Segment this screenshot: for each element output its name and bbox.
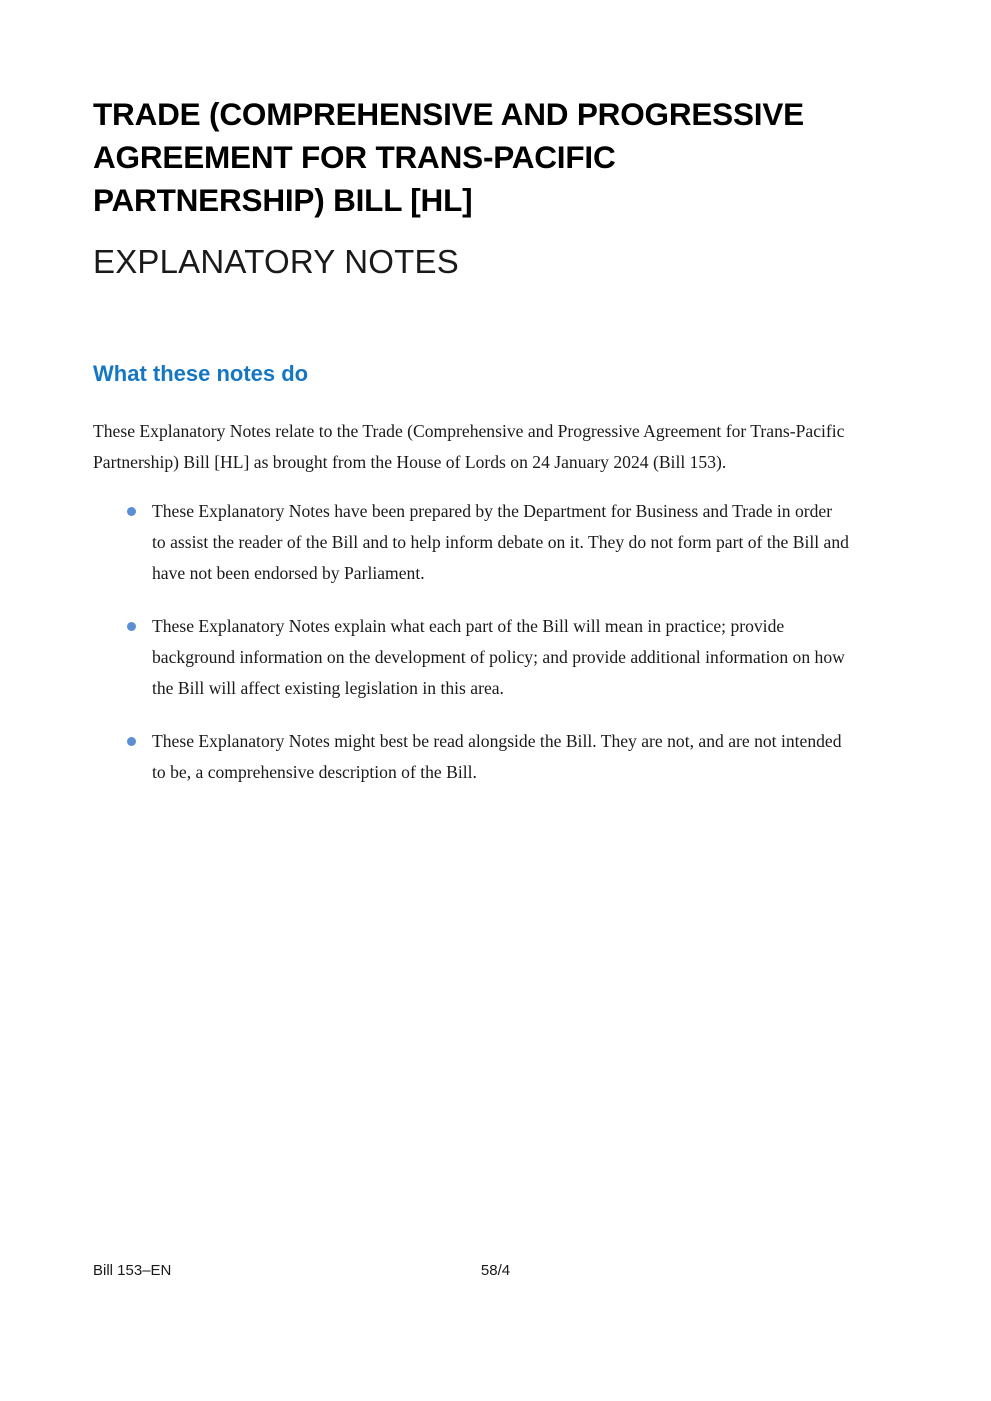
bullet-dot-icon bbox=[127, 507, 136, 516]
notes-bullet-list bbox=[93, 478, 850, 788]
footer-page-number: 58/4 bbox=[480, 1262, 511, 1279]
section-heading-what-these-notes-do: What these notes do bbox=[93, 361, 309, 386]
list-item bbox=[93, 496, 850, 589]
document-subtitle: EXPLANATORY NOTES bbox=[93, 243, 459, 280]
bullet-dot-icon bbox=[127, 737, 136, 746]
list-item-text: These Explanatory Notes might best be read alongside the Bill. They are not, and are not intended to be, a comprehensive description of the Bill. bbox=[152, 731, 842, 782]
footer-bill-reference: Bill 153–EN bbox=[93, 1262, 172, 1279]
document-title: TRADE (COMPREHENSIVE AND PROGRESSIVE AGREEMENT FOR TRANS-PACIFIC PARTNERSHIP) BILL [HL] bbox=[93, 96, 804, 218]
lead-paragraph: These Explanatory Notes relate to the Trade (Comprehensive and Progressive Agreement for Trans-Pacific Partnership) Bill [HL] as brought from the House of Lords on 24 January 2024 (Bill 153). bbox=[93, 421, 845, 472]
list-item bbox=[93, 726, 850, 788]
list-item bbox=[93, 611, 850, 704]
page-content bbox=[93, 0, 850, 788]
list-item-text: These Explanatory Notes explain what each part of the Bill will mean in practice; provide background information on the development of policy; and provide additional information on how the Bill will affect existing legislation in this area. bbox=[152, 616, 845, 698]
bullet-dot-icon bbox=[127, 622, 136, 631]
page-footer bbox=[93, 1259, 898, 1283]
list-item-text: These Explanatory Notes have been prepared by the Department for Business and Trade in order to assist the reader of the Bill and to help inform debate on it. They do not form part of the Bill and have not been endorsed by Parliament. bbox=[152, 501, 849, 583]
